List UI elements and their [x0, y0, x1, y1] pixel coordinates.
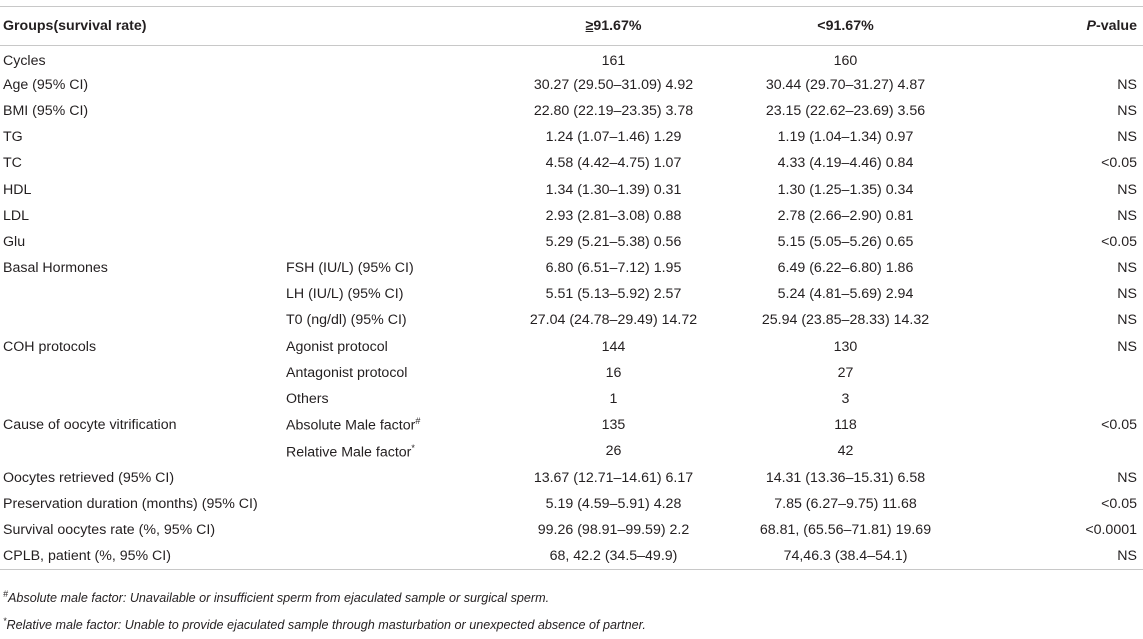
- row-value-high: [498, 491, 729, 517]
- table-row: [0, 46, 1143, 72]
- row-value-low-text: 1.19 (1.04–1.34) 0.97: [777, 129, 914, 146]
- row-value-high: [498, 465, 729, 491]
- row-value-low: [729, 255, 962, 281]
- row-label-text: TG: [3, 129, 23, 146]
- row-pvalue-text: NS: [1117, 286, 1137, 303]
- row-label: [0, 543, 282, 569]
- row-label: [0, 491, 282, 517]
- row-value-low-text: 23.15 (22.62–23.69) 3.56: [765, 102, 926, 119]
- row-value-low-text: 5.15 (5.05–5.26) 0.65: [777, 233, 914, 250]
- row-pvalue: [962, 255, 1143, 281]
- row-pvalue: [962, 438, 1143, 464]
- row-value-high-text: 161: [601, 52, 626, 69]
- row-value-high-text: 26: [605, 443, 622, 460]
- table-row: [0, 517, 1143, 543]
- row-value-low: [729, 98, 962, 124]
- row-sublabel-text: Others: [286, 391, 329, 408]
- header-low: <91.67%: [729, 7, 962, 46]
- table-row: [0, 98, 1143, 124]
- row-value-high-text: 27.04 (24.78–29.49) 14.72: [529, 312, 698, 329]
- row-value-high-text: 22.80 (22.19–23.35) 3.78: [533, 102, 694, 119]
- row-value-high-text: 6.80 (6.51–7.12) 1.95: [545, 260, 682, 277]
- row-sublabel: [282, 438, 498, 464]
- footnote-star-mark: *: [3, 616, 7, 627]
- row-sublabel: [282, 150, 498, 176]
- row-value-high-text: 2.93 (2.81–3.08) 0.88: [545, 207, 682, 224]
- row-value-low: [729, 203, 962, 229]
- row-value-low-text: 6.49 (6.22–6.80) 1.86: [777, 260, 914, 277]
- row-pvalue: [962, 124, 1143, 150]
- row-value-low: [729, 46, 962, 72]
- row-value-low: [729, 229, 962, 255]
- row-label: [0, 98, 282, 124]
- row-value-low: [729, 543, 962, 569]
- row-value-high: [498, 46, 729, 72]
- row-value-high: [498, 517, 729, 543]
- row-sublabel-text: LH (IU/L) (95% CI): [286, 286, 404, 303]
- row-label-text: Basal Hormones: [3, 260, 108, 277]
- row-sublabel: [282, 517, 498, 543]
- row-value-high-text: 1.34 (1.30–1.39) 0.31: [545, 181, 682, 198]
- row-pvalue: [962, 176, 1143, 202]
- row-pvalue: [962, 334, 1143, 360]
- row-label-text: Cause of oocyte vitrification: [3, 417, 177, 434]
- row-sublabel: [282, 360, 498, 386]
- row-sublabel: [282, 203, 498, 229]
- row-pvalue-text: NS: [1117, 260, 1137, 277]
- row-value-low: [729, 176, 962, 202]
- table-row: [0, 281, 1143, 307]
- row-value-low-text: 3: [841, 391, 850, 408]
- row-label-text: BMI (95% CI): [3, 102, 89, 119]
- row-label-text: CPLB, patient (%, 95% CI): [3, 547, 171, 564]
- footnote-relative: [3, 610, 646, 637]
- header-p-rest: -value: [1095, 18, 1137, 34]
- row-value-high-text: 5.29 (5.21–5.38) 0.56: [545, 233, 682, 250]
- row-label: [0, 255, 282, 281]
- row-label: [0, 360, 282, 386]
- row-value-high: [498, 98, 729, 124]
- row-pvalue-text: NS: [1117, 207, 1137, 224]
- row-pvalue-text: <0.05: [1101, 233, 1137, 250]
- row-value-high: [498, 307, 729, 333]
- row-value-low: [729, 150, 962, 176]
- row-value-high: [498, 412, 729, 438]
- table-row: [0, 386, 1143, 412]
- table-row: [0, 543, 1143, 569]
- row-pvalue: [962, 386, 1143, 412]
- row-sublabel: [282, 307, 498, 333]
- row-value-low: [729, 465, 962, 491]
- row-label-text: Age (95% CI): [3, 76, 89, 93]
- row-value-high: [498, 124, 729, 150]
- row-value-high: [498, 386, 729, 412]
- row-value-low: [729, 334, 962, 360]
- row-pvalue: [962, 281, 1143, 307]
- row-sublabel-footnote-mark: #: [415, 416, 421, 427]
- row-label-text: Survival oocytes rate (%, 95% CI): [3, 521, 216, 538]
- footnote-relative-text: Relative male factor: Unable to provide ejaculated sample through masturbation or unexpected absence of partner.: [6, 618, 646, 633]
- row-sublabel-text: Agonist protocol: [286, 338, 388, 355]
- row-label: [0, 517, 282, 543]
- footnote-absolute-text: Absolute male factor: Unavailable or insufficient sperm from ejaculated sample or surgical sperm.: [8, 591, 550, 606]
- row-sublabel-text: Absolute Male factor: [286, 418, 416, 435]
- row-pvalue: [962, 150, 1143, 176]
- table-row: [0, 72, 1143, 98]
- row-pvalue: [962, 360, 1143, 386]
- row-label-text: Preservation duration (months) (95% CI): [3, 495, 258, 512]
- row-label: [0, 438, 282, 464]
- row-pvalue-text: <0.05: [1101, 417, 1137, 434]
- row-sublabel: [282, 412, 498, 438]
- row-label: [0, 229, 282, 255]
- row-sublabel: [282, 465, 498, 491]
- row-value-high-text: 5.19 (4.59–5.91) 4.28: [545, 495, 682, 512]
- row-sublabel: [282, 98, 498, 124]
- footnote-absolute: [3, 583, 646, 610]
- row-pvalue-text: NS: [1117, 547, 1137, 564]
- row-value-low-text: 14.31 (13.36–15.31) 6.58: [765, 469, 926, 486]
- row-label: [0, 281, 282, 307]
- row-label: [0, 307, 282, 333]
- row-value-high-text: 135: [601, 417, 626, 434]
- row-value-high-text: 1.24 (1.07–1.46) 1.29: [545, 129, 682, 146]
- row-sublabel: [282, 46, 498, 72]
- row-value-high-text: 1: [609, 391, 618, 408]
- table-row: [0, 465, 1143, 491]
- row-sublabel: [282, 229, 498, 255]
- row-sublabel: [282, 491, 498, 517]
- row-value-high-text: 144: [601, 338, 626, 355]
- row-value-low-text: 74,46.3 (38.4–54.1): [783, 547, 908, 564]
- table-row: [0, 124, 1143, 150]
- header-high-prefix: ≥: [585, 18, 594, 34]
- row-value-high: [498, 72, 729, 98]
- row-value-low-text: 7.85 (6.27–9.75) 11.68: [774, 495, 917, 512]
- row-label: [0, 72, 282, 98]
- row-label-text: COH protocols: [3, 338, 97, 355]
- row-value-high-text: 4.58 (4.42–4.75) 1.07: [545, 155, 682, 172]
- row-value-low: [729, 360, 962, 386]
- table-row: [0, 176, 1143, 202]
- row-value-high: [498, 438, 729, 464]
- row-pvalue: [962, 98, 1143, 124]
- row-value-low: [729, 491, 962, 517]
- table-row: [0, 334, 1143, 360]
- row-pvalue-text: <0.0001: [1085, 521, 1137, 538]
- row-value-high-text: 68, 42.2 (34.5–49.9): [549, 547, 678, 564]
- row-value-low-text: 130: [833, 338, 858, 355]
- row-sublabel: [282, 334, 498, 360]
- row-value-low: [729, 281, 962, 307]
- row-label-text: HDL: [3, 181, 32, 198]
- row-value-high: [498, 334, 729, 360]
- row-label: [0, 124, 282, 150]
- row-pvalue: [962, 203, 1143, 229]
- row-pvalue-text: NS: [1117, 181, 1137, 198]
- row-pvalue-text: NS: [1117, 338, 1137, 355]
- table-row: [0, 491, 1143, 517]
- row-pvalue: [962, 229, 1143, 255]
- table-row: [0, 229, 1143, 255]
- row-sublabel-text: FSH (IU/L) (95% CI): [286, 260, 414, 277]
- row-value-high: [498, 255, 729, 281]
- row-value-low: [729, 307, 962, 333]
- table-row: [0, 203, 1143, 229]
- table-row: [0, 360, 1143, 386]
- header-row: [0, 7, 1143, 46]
- row-value-low-text: 1.30 (1.25–1.35) 0.34: [777, 181, 914, 198]
- data-table: [0, 6, 1143, 570]
- row-pvalue: [962, 72, 1143, 98]
- table-row: [0, 438, 1143, 464]
- row-value-low-text: 4.33 (4.19–4.46) 0.84: [777, 155, 914, 172]
- row-pvalue-text: <0.05: [1101, 495, 1137, 512]
- row-value-low-text: 160: [833, 52, 858, 69]
- row-label: [0, 46, 282, 72]
- row-value-low-text: 27: [837, 364, 854, 381]
- row-value-high: [498, 281, 729, 307]
- row-value-low: [729, 124, 962, 150]
- row-value-low-text: 30.44 (29.70–31.27) 4.87: [765, 76, 926, 93]
- row-label-text: Glu: [3, 233, 26, 250]
- row-sublabel: [282, 255, 498, 281]
- row-value-low: [729, 412, 962, 438]
- row-value-low-text: 2.78 (2.66–2.90) 0.81: [777, 207, 914, 224]
- row-label-text: Oocytes retrieved (95% CI): [3, 469, 175, 486]
- row-label: [0, 412, 282, 438]
- row-pvalue: [962, 465, 1143, 491]
- row-value-high-text: 13.67 (12.71–14.61) 6.17: [533, 469, 694, 486]
- row-sublabel: [282, 124, 498, 150]
- table-row: [0, 150, 1143, 176]
- row-label: [0, 465, 282, 491]
- footnotes: [3, 583, 646, 637]
- row-value-low: [729, 386, 962, 412]
- table-row: [0, 307, 1143, 333]
- header-p-italic: P: [1086, 18, 1096, 34]
- row-value-high: [498, 203, 729, 229]
- row-pvalue-text: NS: [1117, 129, 1137, 146]
- row-value-low-text: 25.94 (23.85–28.33) 14.32: [761, 312, 930, 329]
- row-value-low-text: 42: [837, 443, 854, 460]
- row-value-high: [498, 543, 729, 569]
- row-value-low-text: 5.24 (4.81–5.69) 2.94: [777, 286, 914, 303]
- row-pvalue-text: NS: [1117, 312, 1137, 329]
- row-pvalue: [962, 517, 1143, 543]
- header-pvalue: [962, 7, 1143, 46]
- row-value-high-text: 99.26 (98.91–99.59) 2.2: [537, 521, 690, 538]
- row-value-high: [498, 229, 729, 255]
- row-pvalue-text: NS: [1117, 469, 1137, 486]
- table-body: [0, 46, 1143, 570]
- row-value-low: [729, 517, 962, 543]
- row-sublabel: [282, 176, 498, 202]
- row-pvalue: [962, 307, 1143, 333]
- row-value-high-text: 5.51 (5.13–5.92) 2.57: [545, 286, 682, 303]
- row-value-high: [498, 176, 729, 202]
- row-pvalue-text: NS: [1117, 76, 1137, 93]
- row-pvalue: [962, 543, 1143, 569]
- row-sublabel: [282, 386, 498, 412]
- row-sublabel: [282, 72, 498, 98]
- row-value-high: [498, 360, 729, 386]
- row-label: [0, 334, 282, 360]
- row-label: [0, 150, 282, 176]
- row-pvalue: [962, 412, 1143, 438]
- row-sublabel-text: Relative Male factor: [286, 444, 412, 461]
- footnote-hash-mark: #: [3, 589, 9, 599]
- row-label: [0, 176, 282, 202]
- header-high: [498, 7, 729, 46]
- table-row: [0, 255, 1143, 281]
- row-value-high: [498, 150, 729, 176]
- row-value-low: [729, 72, 962, 98]
- row-value-low-text: 68.81, (65.56–71.81) 19.69: [759, 521, 932, 538]
- header-high-value: 91.67%: [593, 18, 642, 34]
- row-pvalue-text: NS: [1117, 102, 1137, 119]
- row-sublabel-footnote-mark: *: [411, 442, 415, 453]
- row-sublabel-text: Antagonist protocol: [286, 364, 408, 381]
- row-sublabel-text: T0 (ng/dl) (95% CI): [286, 312, 407, 329]
- row-value-high-text: 30.27 (29.50–31.09) 4.92: [533, 76, 694, 93]
- row-pvalue: [962, 46, 1143, 72]
- row-label-text: LDL: [3, 207, 30, 224]
- row-value-low-text: 118: [834, 417, 857, 434]
- row-label: [0, 203, 282, 229]
- row-label-text: Cycles: [3, 52, 46, 69]
- row-label: [0, 386, 282, 412]
- row-pvalue-text: <0.05: [1101, 155, 1137, 172]
- row-value-low: [729, 438, 962, 464]
- row-sublabel: [282, 543, 498, 569]
- row-sublabel: [282, 281, 498, 307]
- row-label-text: TC: [3, 155, 22, 172]
- row-pvalue: [962, 491, 1143, 517]
- row-value-high-text: 16: [605, 364, 622, 381]
- table-row: [0, 412, 1143, 438]
- header-groups: Groups(survival rate): [0, 7, 498, 46]
